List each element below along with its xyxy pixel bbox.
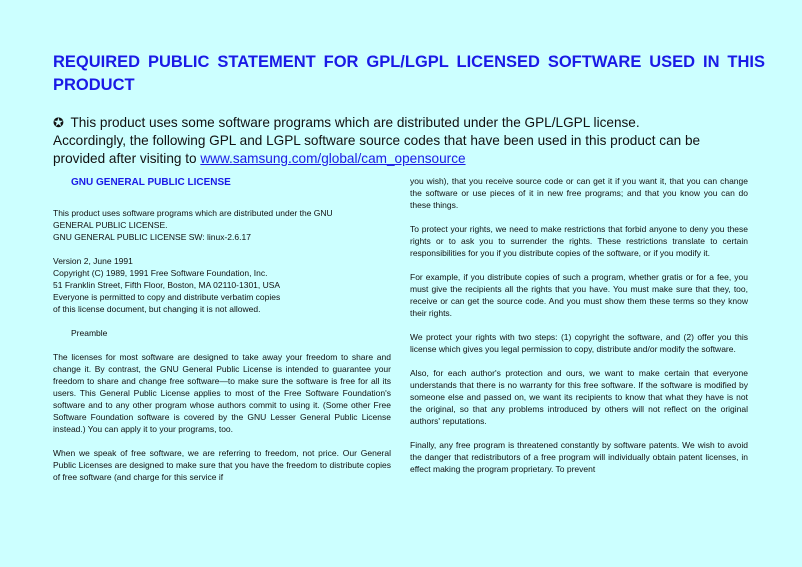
- right-paragraph-1: you wish), that you receive source code or can get it if you want it, that you can change the software or use pieces of it in new free programs; and that you know you can do these things.: [410, 176, 748, 210]
- address-line: 51 Franklin Street, Fifth Floor, Boston, MA 02110-1301, USA: [53, 280, 281, 290]
- left-paragraph-1: The licenses for most software are designed to take away your freedom to share and change it. By contrast, the GNU General Public License is intended to guarantee your freedom to share and change free software—to make sure the software is free for all its users. This General Public License applies to most of the Free Software Foundation's software and to any other program whose authors commit to using it. (Some other Free Software Foundation software is covered by the GNU Lesser General Public License instead.) You can apply it to your programs, too.: [53, 352, 391, 434]
- right-paragraph-4: We protect your rights with two steps: (1) copyright the software, and (2) offer you this license which gives you legal permission to copy, distribute and/or modify the software.: [410, 332, 748, 354]
- left-column: [53, 175, 391, 495]
- uses-line-1: This product uses software programs which are distributed under the GNU: [53, 208, 333, 218]
- copyright-line: Copyright (C) 1989, 1991 Free Software Foundation, Inc.: [53, 268, 268, 278]
- intro-line-1: This product uses some software programs which are distributed under the GPL/LGPL license.: [70, 115, 640, 130]
- everyone-line-1: Everyone is permitted to copy and distribute verbatim copies: [53, 292, 281, 302]
- right-paragraph-5: Also, for each author's protection and ours, we want to make certain that everyone understands that there is no warranty for this free software. If the software is modified by someone else and passed on, we want its recipients to know that what they have is not the original, so that any problems introduced by others will not reflect on the original authors' reputations.: [410, 368, 748, 426]
- preamble-heading: Preamble: [71, 328, 108, 338]
- version-line: Version 2, June 1991: [53, 256, 133, 266]
- gpl-sw-line: GNU GENERAL PUBLIC LICENSE SW: linux-2.6.17: [53, 232, 251, 242]
- intro-line-2: Accordingly, the following GPL and LGPL software source codes that have been used in this product can be: [53, 133, 701, 148]
- opensource-link[interactable]: www.samsung.com/global/cam_opensource: [200, 151, 466, 166]
- right-paragraph-3: For example, if you distribute copies of such a program, whether gratis or for a fee, you must give the recipients all the rights that you have. You must make sure that they, too, receive or can get the source code. And you must show them these terms so they know their rights.: [410, 272, 748, 318]
- page-title: REQUIRED PUBLIC STATEMENT FOR GPL/LGPL LICENSED SOFTWARE USED IN THIS PRODUCT: [53, 53, 765, 94]
- everyone-line-2: of this license document, but changing it is not allowed.: [53, 304, 261, 314]
- uses-line-2: GENERAL PUBLIC LICENSE.: [53, 220, 168, 230]
- right-paragraph-6: Finally, any free program is threatened constantly by software patents. We wish to avoid the danger that redistributors of a free program will individually obtain patent licenses, in effect making the program proprietary. To prevent: [410, 440, 748, 474]
- left-paragraph-2: When we speak of free software, we are referring to freedom, not price. Our General Public Licenses are designed to make sure that you have the freedom to distribute copies of free software (and charge for this service if: [53, 448, 391, 482]
- circled-star-icon: ✪: [53, 115, 64, 130]
- intro-line-3: provided after visiting to: [53, 151, 201, 166]
- right-column: [410, 175, 748, 487]
- right-paragraph-2: To protect your rights, we need to make restrictions that forbid anyone to deny you these rights or to ask you to surrender the rights. These restrictions translate to certain responsibilities for you if you distribute copies of the software, or if you modify it.: [410, 224, 748, 258]
- intro-statement: [53, 114, 765, 168]
- gpl-heading: GNU GENERAL PUBLIC LICENSE: [71, 177, 231, 188]
